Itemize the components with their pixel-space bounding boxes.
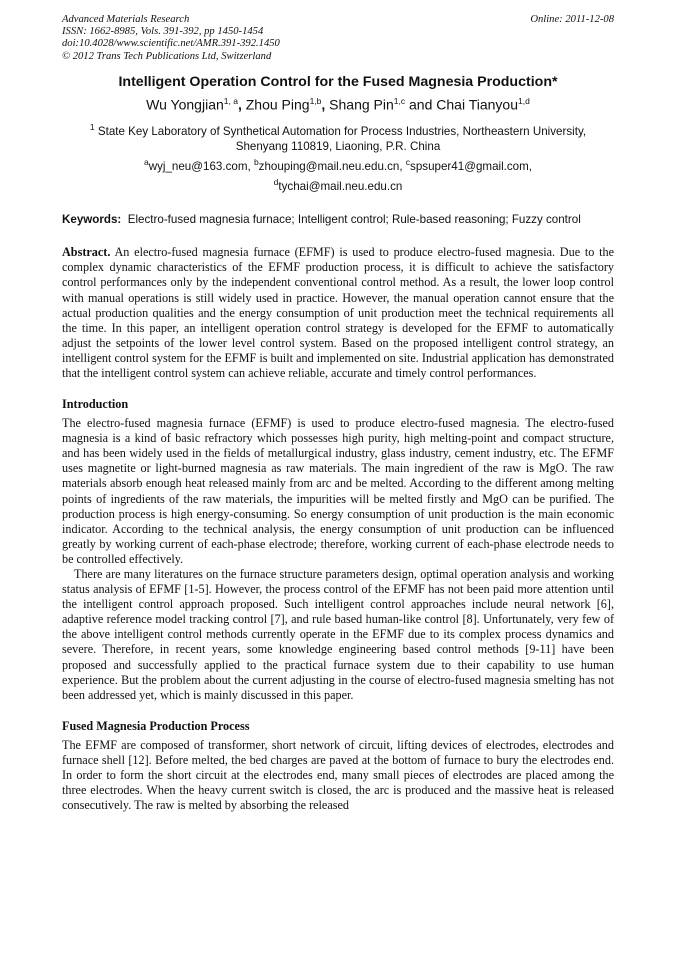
author-superscript: 1,d (517, 95, 530, 106)
author-name: Zhou Ping (245, 96, 310, 113)
journal-name: Advanced Materials Research (62, 14, 190, 25)
author-superscript: 1,c (393, 95, 406, 106)
email-d: tychai@mail.neu.edu.cn (278, 179, 403, 193)
author-superscript: 1, a (223, 95, 238, 106)
intro-paragraph-2: There are many literatures on the furnace structure parameters design, optimal operation analysis and working status analysis of EFMF [1-5]. However, the process control of the EFMF has not been paid more attention until the intelligent control approach proposed. Such intelligent control approaches include neural network [6], adaptive reference model tracking control [7], and rule based human-like control [8]. Unfortunately, very few of the above intelligent control methods currently operate in the EFMF due to its complex process dynamics and severe. Therefore, in recent years, some knowledge engineering based control methods [9-11] have been proposed and successfully applied to the practical furnace system due to their capability to use human experience. But the problem about the current adjusting in the course of electro-fused magnesia smelting has not been addressed yet, which is mainly discussed in this paper. (62, 567, 614, 702)
author-separator: , (321, 96, 330, 113)
paper-title: Intelligent Operation Control for the Fused Magnesia Production* (118, 73, 558, 90)
abstract-label: Abstract. (62, 245, 111, 260)
email-line (62, 155, 614, 175)
copyright-line: © 2012 Trans Tech Publications Ltd, Switzerland (62, 50, 272, 62)
email-line-2 (62, 175, 614, 195)
author-superscript: 1,b (309, 95, 322, 106)
email-superscript: b (253, 156, 259, 167)
doi-line: doi:10.4028/www.scientific.net/AMR.391-392.1450 (62, 38, 280, 50)
author-name: Wu Yongjian (146, 96, 224, 113)
affiliation (62, 120, 614, 194)
keywords-text: Electro-fused magnesia furnace; Intelligent control; Rule-based reasoning; Fuzzy control (127, 213, 581, 227)
abstract (62, 245, 614, 381)
section-heading-introduction: Introduction (62, 397, 129, 412)
section-heading-process: Fused Magnesia Production Process (62, 718, 250, 733)
email-superscript: d (273, 176, 279, 187)
paper-page (62, 14, 614, 813)
author-separator: , (237, 96, 246, 113)
intro-paragraph-1: The electro-fused magnesia furnace (EFMF) is used to produce electro-fused magnesia. The electro-fused magnesia is a kind of basic refractory which possesses high purity, high melting-point and compact structure, and has been widely used in the fields of metallurgical industry, glass industry, cement industry, etc. The EFMF uses magnetite or light-burned magnesia as raw materials. The main ingredient of the raw is MgO. The raw materials absorb enough heat released mainly from arc and be melted. According to the different among melting points of ingredients of the raw materials, the impurities will be melted firstly and MgO can be purified. The production process is high energy-consuming. So energy consumption of unit production is the main economic indicator. According to the technical analysis, the energy consumption of unit production can be influenced greatly by working current of each-phase electrode; therefore, working current of each-phase electrode needs to be controlled effectively. (62, 416, 614, 566)
process-paragraph-1: The EFMF are composed of transformer, short network of circuit, lifting devices of electrodes, electrodes and furnace shell [12]. Before melted, the bed charges are paved at the bottom of furnace to bury the electrodes end. In order to form the short circuit at the electrodes end, many small pieces of electrodes are placed among the three electrodes. When the heavy current switch is closed, the arc is produced and the massive heat is released consecutively. The raw is melted by absorbing the released (62, 737, 614, 813)
author-name: Chai Tianyou (436, 96, 518, 113)
header-row (62, 14, 614, 26)
author-separator: and (405, 96, 437, 113)
author-name: Shang Pin (329, 96, 394, 113)
email-b: zhouping@mail.neu.edu.cn, (258, 159, 406, 173)
email-superscript: c (405, 156, 411, 167)
abstract-text: An electro-fused magnesia furnace (EFMF) is used to produce electro-fused magnesia. Due to the complex dynamic characteristics of the EFMF production process, it is difficult to achieve the satisfactory control performances only by the independent conventional control method. As a result, the lower loop control with manual operations is still widely used in practice. However, the manual operation cannot ensure that the actual production qualities and the energy consumption of unit production meet the technical requirements all the time. In this paper, an intelligent operation control strategy is developed for the EFMF to automatically adjust the setpoints of the lower level control system. Based on the proposed intelligent control strategy, an intelligent control system for the EFMF is built and implemented on site. Industrial application has demonstrated that the intelligent control system can achieve reliable, accurate and timely control performances. (62, 245, 614, 380)
issn-line: ISSN: 1662-8985, Vols. 391-392, pp 1450-1454 (62, 26, 264, 38)
email-superscript: a (143, 156, 149, 167)
keywords (62, 213, 614, 227)
affiliation-text: State Key Laboratory of Synthetical Automation for Process Industries, Northeastern University, (97, 125, 587, 139)
email-a: wyj_neu@163.com, (148, 159, 254, 173)
keywords-label: Keywords: (62, 213, 122, 227)
affiliation-number: 1 (89, 122, 95, 133)
email-c: spsuper41@gmail.com, (410, 159, 533, 173)
online-date: Online: 2011-12-08 (530, 14, 614, 25)
affiliation-address: Shenyang 110819, Liaoning, P.R. China (235, 140, 441, 154)
author-list (62, 92, 614, 115)
